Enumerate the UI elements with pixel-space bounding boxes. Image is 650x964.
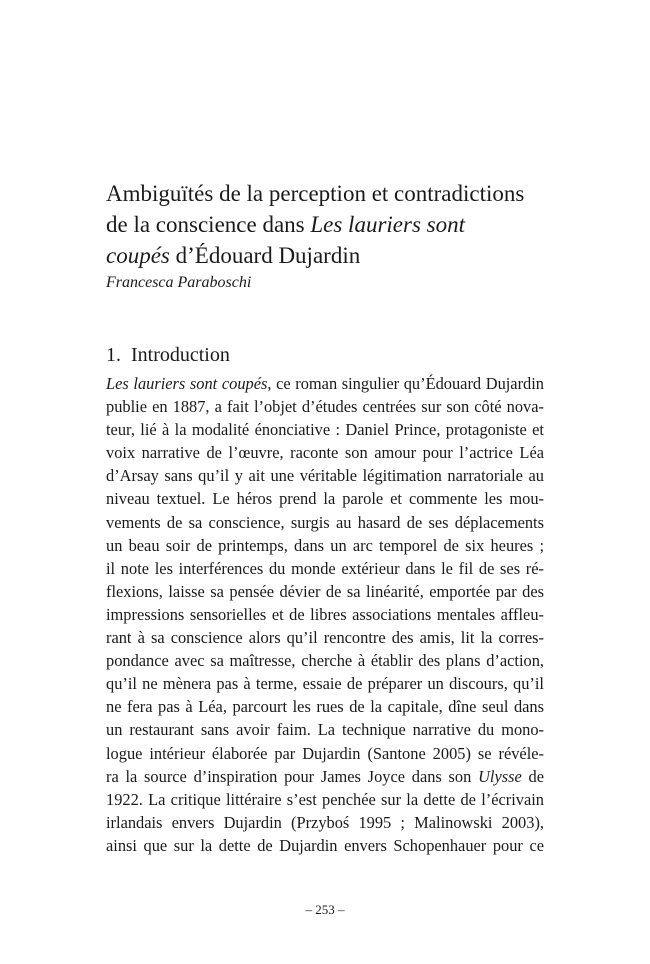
text-line: logue intérieur élaborée par Dujardin (Santone 2005) se révéle- xyxy=(106,743,544,763)
text-line: ne fera pas à Léa, parcourt les rues de la capitale, dîne seul dans xyxy=(106,697,544,717)
text-line: pondance avec sa maîtresse, cherche à établir des plans d’action, xyxy=(106,651,544,671)
text-line: rant à sa conscience alors qu’il rencontre des amis, lit la corres- xyxy=(106,628,544,648)
title-text: de la conscience dans xyxy=(106,212,311,237)
text-line: publie en 1887, a fait l’objet d’études centrées sur son côté nova- xyxy=(106,397,544,417)
title-line-3 xyxy=(106,240,526,271)
title-line-2 xyxy=(106,209,526,240)
text-line: voix narrative de l’œuvre, raconte son amour pour l’actrice Léa xyxy=(106,443,544,463)
text-fragment: de xyxy=(521,766,544,786)
text-line: impressions sensorielles et de libres associations mentales afflеu- xyxy=(106,604,544,624)
text-line xyxy=(106,765,544,788)
text-line: d’Arsay sans qu’il y ait une véritable légitimation narratoriale au xyxy=(106,466,544,486)
text-fragment: , ce roman singulier qu’Édouard Dujardin xyxy=(267,374,544,393)
text-line: niveau textuel. Le héros prend la parole et commente les mou- xyxy=(106,489,544,509)
text-line: il note les interférences du monde extérieur dans le fil de ses ré- xyxy=(106,558,544,578)
section-number: 1. xyxy=(106,344,121,366)
title-line-1: Ambiguïtés de la perception et contradictions xyxy=(106,181,525,206)
text-line: un beau soir de printemps, dans un arc temporel de six heures ; xyxy=(106,535,544,555)
text-line: teur, lié à la modalité énonciative : Daniel Prince, protagoniste et xyxy=(106,420,544,440)
section-title: Introduction xyxy=(131,344,230,366)
book-title-italic: Les lauriers sont coupés xyxy=(106,374,268,393)
title-text: d’Édouard Dujardin xyxy=(169,243,361,268)
title-book-italic: Les lauriers sont xyxy=(310,212,465,237)
page-number: – 253 – xyxy=(305,902,345,917)
book-title-italic: Ulysse xyxy=(478,766,522,786)
chapter-title xyxy=(106,178,526,271)
text-line: 1922. La critique littéraire s’est penchée sur la dette de l’écrivain xyxy=(106,789,544,809)
text-line: ainsi que sur la dette de Dujardin envers Schopenhauer pour ce xyxy=(106,835,544,855)
text-line: flexions, laisse sa pensée dévier de sa linéarité, emportée par des xyxy=(106,581,544,601)
title-book-italic: coupés xyxy=(106,243,170,268)
text-fragment: ra la source d’inspiration pour James Joyce dans son xyxy=(106,766,479,786)
section-heading xyxy=(106,341,230,369)
text-line: irlandais envers Dujardin (Przyboś 1995 ; Malinowski 2003), xyxy=(106,812,544,832)
text-line: un restaurant sans avoir faim. La technique narrative du mono- xyxy=(106,720,544,740)
text-line xyxy=(106,372,544,395)
body-paragraph xyxy=(106,372,544,857)
author-name: Francesca Paraboschi xyxy=(106,274,252,291)
text-line: qu’il ne mènera pas à terme, essaie de préparer un discours, qu’il xyxy=(106,674,544,694)
text-line: vements de sa conscience, surgis au hasard de ses déplacements xyxy=(106,512,544,532)
